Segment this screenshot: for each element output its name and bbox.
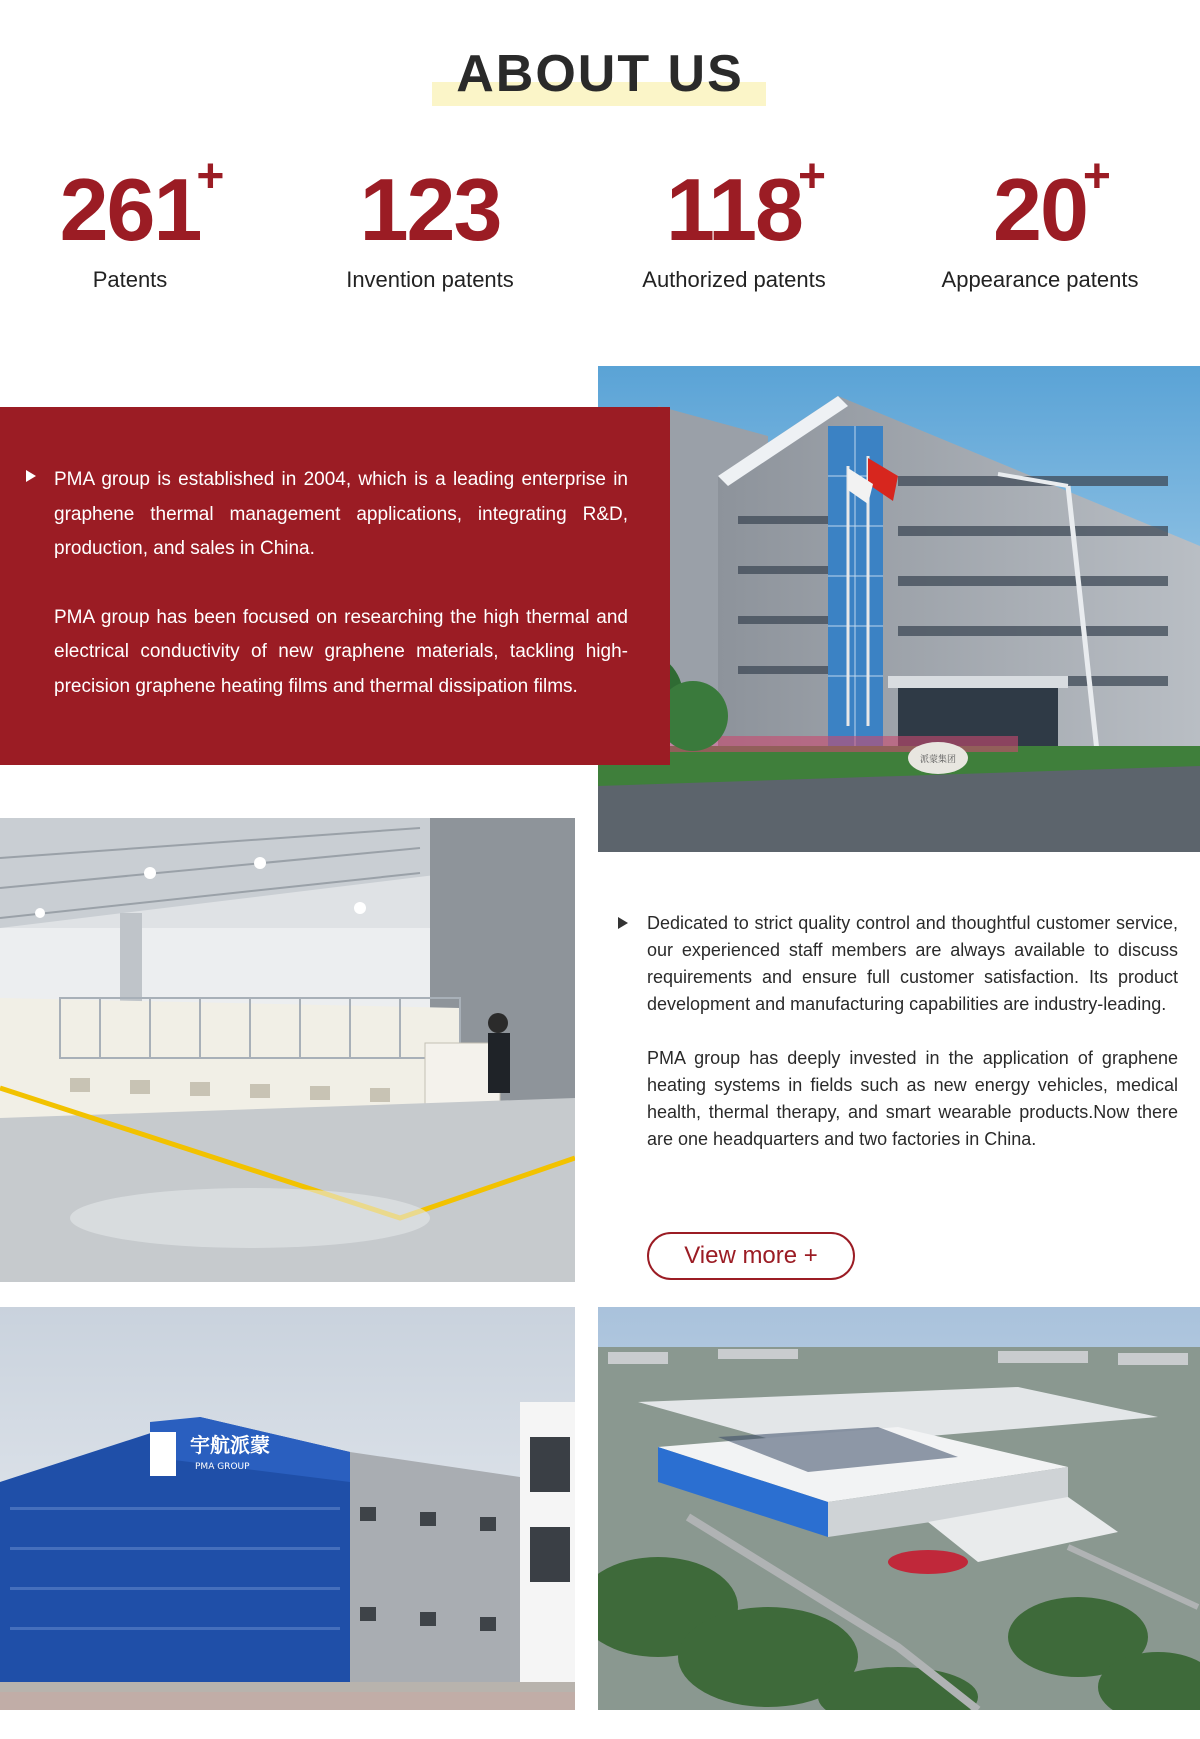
stat-value: [666, 150, 824, 259]
stat-plus-icon: +: [797, 150, 824, 203]
factory-building-photo: [0, 1307, 575, 1710]
headquarters-photo: [598, 366, 1200, 852]
intro-paragraph-1: PMA group is established in 2004, which is a leading enterprise in graphene thermal management applications, integrating R&D, production, and sales in China.: [54, 469, 628, 559]
section-title: ABOUT US: [456, 45, 744, 103]
aerial-factory-photo: [598, 1307, 1200, 1710]
section-header: [0, 40, 1200, 120]
details-paragraph-1: Dedicated to strict quality control and thoughtful customer service, our experienced staff members are always available to discuss requirements and ensure full customer satisfaction. Its product development and manufacturing capabilities are industry-leading.: [647, 913, 1178, 1014]
details-text: [647, 910, 1178, 1153]
stat-label: Appearance patents: [941, 267, 1139, 292]
stat-authorized-patents: [604, 150, 864, 293]
factory-sign-text: 宇航派蒙: [190, 1433, 270, 1457]
intro-paragraph-2: PMA group has been focused on researching the high thermal and electrical conductivity of new graphene materials, tackling high-precision graphene heating films and thermal dissipation films.: [54, 606, 628, 697]
production-line-photo: [0, 818, 575, 1282]
stat-label: Patents: [92, 267, 168, 292]
factory-sign-subtext: PMA GROUP: [195, 1462, 250, 1472]
stat-plus-icon: +: [1082, 150, 1109, 203]
stat-patents: [0, 150, 260, 293]
intro-panel: [0, 407, 670, 765]
stat-value: [359, 160, 501, 259]
intro-text: [54, 463, 628, 704]
details-paragraph-2: PMA group has deeply invested in the application of graphene heating systems in fields such as new energy vehicles, medical health, thermal therapy, and smart wearable products.Now there are one headquarters and two factories in China.: [647, 1048, 1178, 1149]
stat-value: [59, 150, 223, 259]
stat-number: 123: [359, 160, 501, 259]
bullet-triangle-icon: [618, 917, 628, 929]
bullet-triangle-icon: [26, 470, 36, 482]
stat-number: 118: [666, 160, 802, 259]
view-more-button[interactable]: View more +: [647, 1232, 855, 1280]
stat-value: [993, 150, 1109, 259]
stat-plus-icon: +: [196, 150, 223, 203]
stat-label: Authorized patents: [642, 267, 826, 292]
stone-sign-text: 派蒙集团: [919, 755, 957, 765]
stat-label: Invention patents: [346, 267, 514, 292]
stat-number: 261: [59, 160, 201, 259]
stat-number: 20: [993, 160, 1087, 259]
stat-invention-patents: [300, 160, 560, 293]
stat-appearance-patents: [910, 150, 1170, 293]
